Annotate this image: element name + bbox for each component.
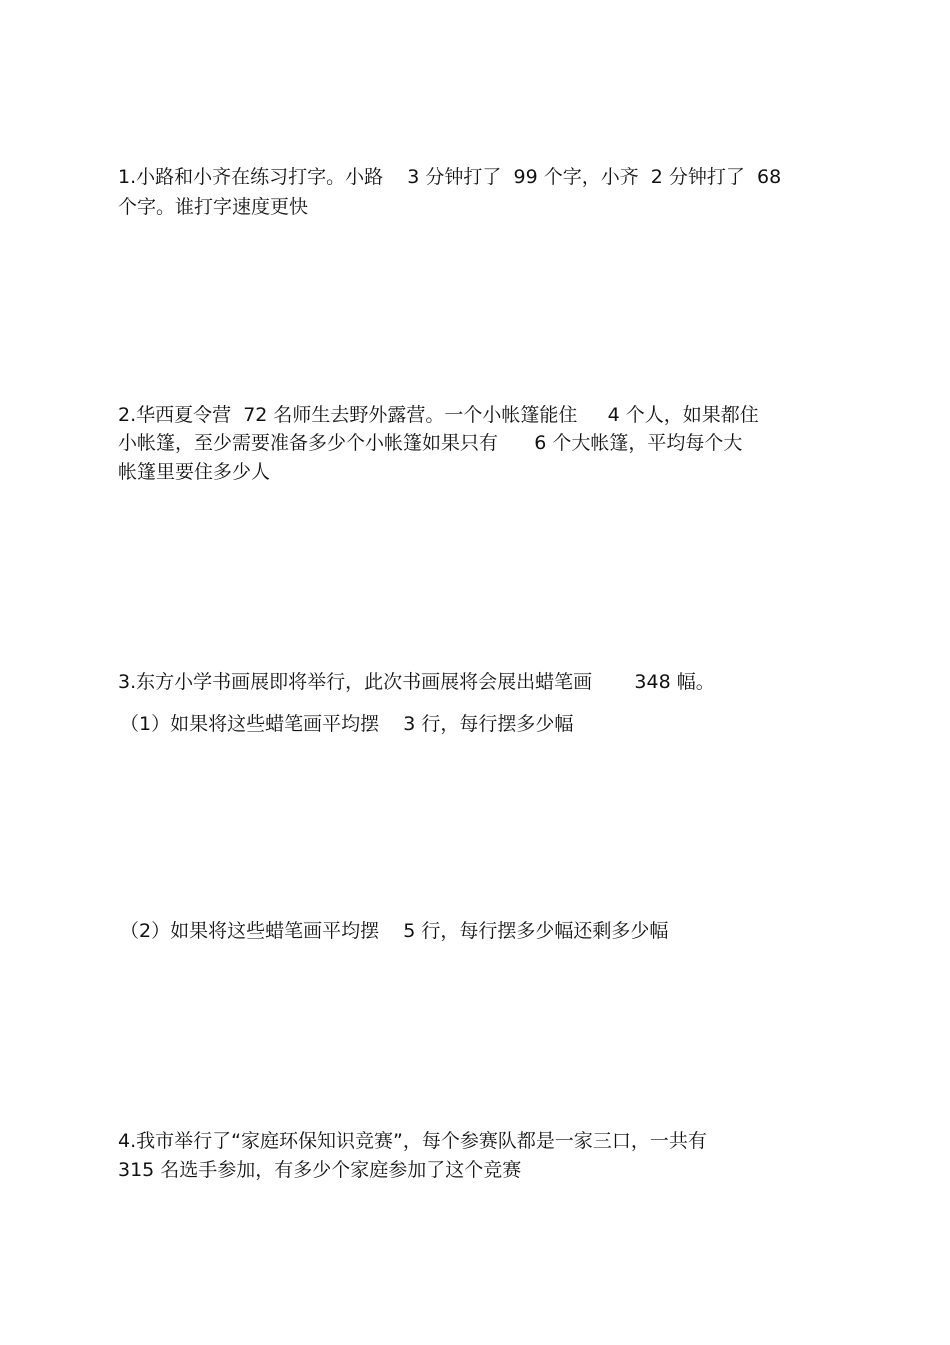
problem-2-line-3: 帐篷里要住多少人 (118, 461, 271, 483)
problem-1-line-1: 1.小路和小齐在练习打字。小路 3 分钟打了 99 个字，小齐 2 分钟打了 68 (118, 166, 782, 188)
problem-3-sub-2: （2）如果将这些蜡笔画平均摆 5 行，每行摆多少幅还剩多少幅 (120, 920, 669, 942)
problem-3-line-1: 3.东方小学书画展即将举行，此次书画展将会展出蜡笔画 348 幅。 (118, 671, 715, 693)
problem-4-line-1: 4.我市举行了“家庭环保知识竞赛”，每个参赛队都是一家三口，一共有 (118, 1130, 707, 1152)
problem-1-line-2: 个字。谁打字速度更快 (118, 196, 309, 218)
problem-2-line-1: 2.华西夏令营 72 名师生去野外露营。一个小帐篷能住 4 个人，如果都住 (118, 404, 759, 426)
problem-4-line-2: 315 名选手参加，有多少个家庭参加了这个竞赛 (118, 1159, 522, 1181)
problem-3-sub-1: （1）如果将这些蜡笔画平均摆 3 行，每行摆多少幅 (120, 713, 574, 735)
problem-2-line-2: 小帐篷，至少需要准备多少个小帐篷如果只有 6 个大帐篷，平均每个大 (118, 432, 743, 454)
